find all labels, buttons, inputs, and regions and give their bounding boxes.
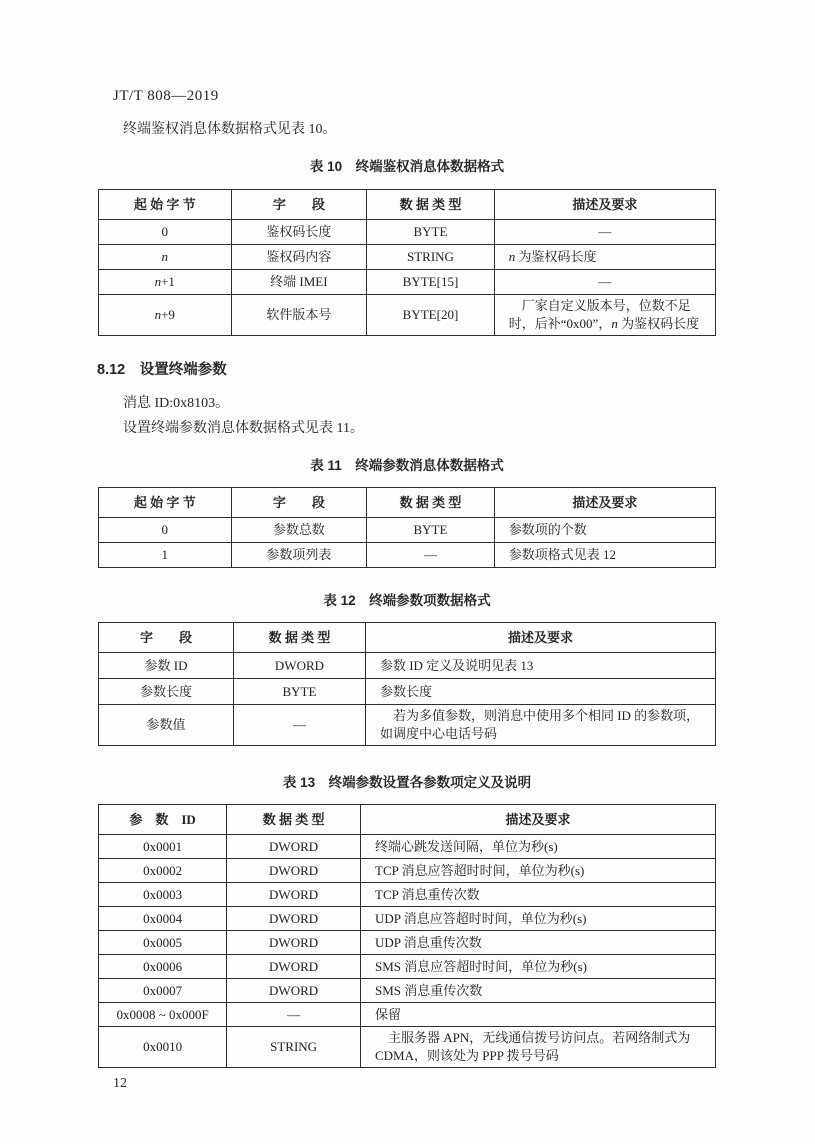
table-cell: —	[367, 543, 495, 568]
table-cell: 0x0005	[99, 931, 227, 955]
table-cell: DWORD	[227, 955, 361, 979]
table10	[98, 189, 716, 336]
table-cell: n+1	[99, 270, 232, 295]
column-header: 字 段	[231, 190, 367, 220]
table-row	[99, 705, 716, 746]
page-number: 12	[113, 1076, 127, 1091]
table-cell: 参数值	[99, 705, 234, 746]
column-header: 参 数 ID	[99, 805, 227, 835]
table-cell: 0x0001	[99, 835, 227, 859]
column-header: 起 始 字 节	[99, 488, 232, 518]
table-row	[99, 270, 716, 295]
table-cell: TCP 消息重传次数	[361, 883, 716, 907]
table-cell: 厂家自定义版本号，位数不足时，后补“0x00”，n 为鉴权码长度	[494, 295, 715, 336]
table-row	[99, 979, 716, 1003]
column-header: 数 据 类 型	[367, 190, 495, 220]
table-cell: 软件版本号	[231, 295, 367, 336]
table13-caption: 表 13 终端参数设置各参数项定义及说明	[282, 775, 532, 790]
table-row	[99, 1027, 716, 1068]
column-header: 起 始 字 节	[99, 190, 232, 220]
table-cell: 若为多值参数，则消息中使用多个相同 ID 的参数项，如调度中心电话号码	[365, 705, 715, 746]
table-cell: 0	[99, 220, 232, 245]
table-row	[99, 883, 716, 907]
table-cell: 参数项的个数	[494, 518, 715, 543]
table-cell: 终端 IMEI	[231, 270, 367, 295]
table-row	[99, 518, 716, 543]
table-cell: 参数总数	[231, 518, 367, 543]
column-header: 数 据 类 型	[227, 805, 361, 835]
table-row	[99, 295, 716, 336]
table-cell: 0x0010	[99, 1027, 227, 1068]
table-cell: 0x0008 ~ 0x000F	[99, 1003, 227, 1027]
table-cell: 鉴权码内容	[231, 245, 367, 270]
table-cell: —	[494, 270, 715, 295]
table-cell: 0x0006	[99, 955, 227, 979]
table-cell: 0x0003	[99, 883, 227, 907]
table-cell: n 为鉴权码长度	[494, 245, 715, 270]
column-header: 描述及要求	[494, 190, 715, 220]
table-cell: 保留	[361, 1003, 716, 1027]
column-header: 描述及要求	[361, 805, 716, 835]
format-ref-paragraph: 设置终端参数消息体数据格式见表 11。	[123, 421, 364, 436]
table-row	[99, 543, 716, 568]
table-cell: 0x0007	[99, 979, 227, 1003]
table-row	[99, 679, 716, 705]
intro-paragraph: 终端鉴权消息体数据格式见表 10。	[123, 122, 337, 137]
table12-caption: 表 12 终端参数项数据格式	[323, 593, 491, 608]
table-row	[99, 835, 716, 859]
table-cell: STRING	[367, 245, 495, 270]
column-header: 字 段	[99, 623, 234, 653]
table-cell: DWORD	[227, 835, 361, 859]
table-header-row	[99, 623, 716, 653]
table-cell: 0	[99, 518, 232, 543]
table-cell: BYTE	[367, 518, 495, 543]
table-cell: 鉴权码长度	[231, 220, 367, 245]
column-header: 数 据 类 型	[234, 623, 366, 653]
table-cell: STRING	[227, 1027, 361, 1068]
section-heading: 8.12 设置终端参数	[97, 362, 227, 378]
table-cell: BYTE	[367, 220, 495, 245]
table-cell: BYTE	[234, 679, 366, 705]
table-cell: 终端心跳发送间隔，单位为秒(s)	[361, 835, 716, 859]
table-cell: n+9	[99, 295, 232, 336]
table-cell: n	[99, 245, 232, 270]
table11	[98, 487, 716, 568]
table-header-row	[99, 190, 716, 220]
table-cell: —	[234, 705, 366, 746]
table-cell: 参数长度	[365, 679, 715, 705]
table-cell: 参数项格式见表 12	[494, 543, 715, 568]
table-cell: DWORD	[227, 859, 361, 883]
table-cell: 参数 ID 定义及说明见表 13	[365, 653, 715, 679]
table-header-row	[99, 805, 716, 835]
table-row	[99, 907, 716, 931]
table-cell: —	[494, 220, 715, 245]
table-header-row	[99, 488, 716, 518]
table-cell: UDP 消息应答超时时间，单位为秒(s)	[361, 907, 716, 931]
column-header: 描述及要求	[365, 623, 715, 653]
table10-caption: 表 10 终端鉴权消息体数据格式	[309, 159, 505, 174]
table-cell: 1	[99, 543, 232, 568]
table-row	[99, 220, 716, 245]
table-row	[99, 955, 716, 979]
table-cell: BYTE[20]	[367, 295, 495, 336]
table-cell: SMS 消息应答超时时间，单位为秒(s)	[361, 955, 716, 979]
page-content	[98, 0, 716, 1092]
table-cell: UDP 消息重传次数	[361, 931, 716, 955]
column-header: 字 段	[231, 488, 367, 518]
table-cell: 参数 ID	[99, 653, 234, 679]
table-cell: 0x0002	[99, 859, 227, 883]
table13	[98, 804, 716, 1068]
table-cell: DWORD	[227, 883, 361, 907]
table-cell: 参数长度	[99, 679, 234, 705]
table-cell: 0x0004	[99, 907, 227, 931]
table-row	[99, 245, 716, 270]
table-cell: DWORD	[227, 979, 361, 1003]
table-cell: —	[227, 1003, 361, 1027]
table-cell: DWORD	[227, 931, 361, 955]
table-cell: 主服务器 APN，无线通信拨号访问点。若网络制式为 CDMA，则该处为 PPP 拨号号码	[361, 1027, 716, 1068]
table-row	[99, 1003, 716, 1027]
column-header: 数 据 类 型	[367, 488, 495, 518]
table-cell: TCP 消息应答超时时间，单位为秒(s)	[361, 859, 716, 883]
table-cell: SMS 消息重传次数	[361, 979, 716, 1003]
table-cell: DWORD	[234, 653, 366, 679]
table-cell: 参数项列表	[231, 543, 367, 568]
message-id-paragraph: 消息 ID:0x8103。	[123, 396, 230, 411]
column-header: 描述及要求	[494, 488, 715, 518]
table12	[98, 622, 716, 746]
table-row	[99, 859, 716, 883]
table11-caption: 表 11 终端参数消息体数据格式	[310, 458, 504, 473]
table-row	[99, 931, 716, 955]
table-cell: BYTE[15]	[367, 270, 495, 295]
doc-code: JT/T 808—2019	[113, 88, 219, 104]
table-cell: DWORD	[227, 907, 361, 931]
table-row	[99, 653, 716, 679]
